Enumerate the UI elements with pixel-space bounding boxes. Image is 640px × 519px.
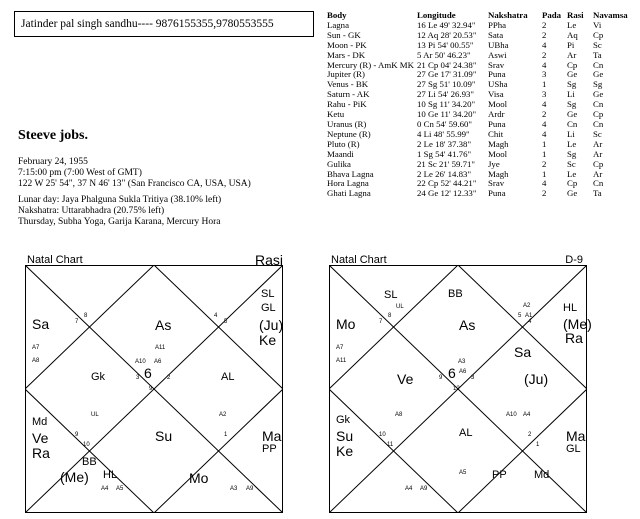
rasi-ju: (Ju) bbox=[259, 317, 284, 333]
cell-longitude: 16 Le 49' 32.94" bbox=[417, 19, 476, 30]
cell-navamsa: Sg bbox=[593, 79, 603, 90]
table-row bbox=[327, 140, 633, 150]
rasi-n9b: 9 bbox=[75, 432, 79, 438]
rasi-ra: Ra bbox=[32, 445, 50, 461]
cell-navamsa: Cn bbox=[593, 178, 604, 189]
d9-mo: Mo bbox=[336, 316, 356, 332]
rasi-a8: A8 bbox=[32, 358, 40, 364]
rasi-sa: Sa bbox=[32, 316, 50, 332]
d9-n7: 7 bbox=[379, 319, 383, 325]
cell-body: Rahu - PiK bbox=[327, 99, 367, 110]
rasi-a10: A10 bbox=[135, 359, 146, 365]
cell-pada: 2 bbox=[542, 29, 547, 40]
rasi-n9: 9 bbox=[149, 386, 153, 392]
cell-rasi: Pi bbox=[567, 39, 575, 50]
rasi-n2: 2 bbox=[167, 375, 171, 381]
cell-navamsa: Ge bbox=[593, 89, 604, 100]
cell-nakshatra: Jye bbox=[488, 158, 500, 169]
rasi-su: Su bbox=[155, 428, 173, 444]
d9-n11: 11 bbox=[387, 442, 394, 448]
rasi-a4: A4 bbox=[101, 486, 109, 492]
cell-rasi: Sg bbox=[567, 148, 577, 159]
cell-navamsa: Cp bbox=[593, 109, 604, 120]
table-row bbox=[327, 160, 633, 170]
cell-navamsa: Ar bbox=[593, 168, 603, 179]
cell-navamsa: Cp bbox=[593, 158, 604, 169]
cell-body: Mars - DK bbox=[327, 49, 366, 60]
d9-ma: Ma bbox=[566, 428, 586, 444]
cell-longitude: 2 Le 18' 37.38" bbox=[417, 138, 472, 149]
d9-n3: 3 bbox=[471, 375, 475, 381]
d9-n2: 2 bbox=[528, 432, 532, 438]
cell-longitude: 22 Cp 52' 44.21" bbox=[417, 178, 477, 189]
cell-longitude: 1 Sg 54' 41.76" bbox=[417, 148, 472, 159]
cell-nakshatra: Puna bbox=[488, 69, 506, 80]
day-yoga: Thursday, Subha Yoga, Garija Karana, Mercury Hora bbox=[18, 217, 221, 227]
cell-navamsa: Cn bbox=[593, 99, 604, 110]
subject-name: Steeve jobs. bbox=[18, 128, 88, 143]
table-row bbox=[327, 150, 633, 160]
d9-sa: Sa bbox=[514, 344, 532, 360]
d9-ve: Ve bbox=[397, 371, 414, 387]
cell-rasi: Sg bbox=[567, 99, 577, 110]
table-row bbox=[327, 110, 633, 120]
cell-longitude: 27 Sg 51' 10.09" bbox=[417, 79, 476, 90]
cell-body: Maandi bbox=[327, 148, 354, 159]
cell-nakshatra: Sata bbox=[488, 29, 504, 40]
cell-longitude: 0 Cn 54' 59.60" bbox=[417, 118, 473, 129]
cell-longitude: 27 Ge 17' 31.09" bbox=[417, 69, 477, 80]
cell-rasi: Sg bbox=[567, 79, 577, 90]
cell-nakshatra: USha bbox=[488, 79, 508, 90]
cell-pada: 4 bbox=[542, 128, 547, 139]
nakshatra-info: Nakshatra: Uttarabhadra (20.75% left) bbox=[18, 206, 165, 216]
rasi-n1: 1 bbox=[224, 432, 228, 438]
cell-pada: 1 bbox=[542, 168, 547, 179]
d9-a11: A11 bbox=[336, 358, 347, 364]
cell-nakshatra: PPha bbox=[488, 19, 507, 30]
d9-chart bbox=[329, 254, 592, 513]
cell-nakshatra: Aswi bbox=[488, 49, 507, 60]
col-body: Body bbox=[327, 10, 347, 20]
d9-chart-type: D-9 bbox=[565, 254, 583, 266]
d9-a3: A3 bbox=[458, 359, 466, 365]
cell-nakshatra: Puna bbox=[488, 188, 506, 199]
col-longitude: Longitude bbox=[417, 10, 456, 20]
d9-n1: 1 bbox=[536, 442, 540, 448]
cell-longitude: 2 Le 26' 14.83" bbox=[417, 168, 472, 179]
cell-pada: 4 bbox=[542, 99, 547, 110]
cell-pada: 2 bbox=[542, 188, 547, 199]
cell-navamsa: Cn bbox=[593, 118, 604, 129]
cell-longitude: 5 Ar 50' 46.23" bbox=[417, 49, 471, 60]
rasi-a5: A5 bbox=[116, 486, 124, 492]
birth-date: February 24, 1955 bbox=[18, 157, 88, 167]
cell-rasi: Aq bbox=[567, 29, 578, 40]
cell-nakshatra: Ardr bbox=[488, 109, 505, 120]
cell-pada: 2 bbox=[542, 158, 547, 169]
d9-ra: Ra bbox=[565, 330, 583, 346]
d9-n8: 8 bbox=[388, 313, 392, 319]
d9-n12: 12 bbox=[453, 386, 460, 392]
table-row bbox=[327, 189, 633, 199]
cell-rasi: Cp bbox=[567, 178, 578, 189]
rasi-ma: Ma bbox=[262, 428, 282, 444]
rasi-n10: 10 bbox=[83, 442, 90, 448]
rasi-a2: A2 bbox=[219, 412, 227, 418]
rasi-a6: A6 bbox=[154, 359, 162, 365]
cell-pada: 2 bbox=[542, 19, 547, 30]
rasi-hl: HL bbox=[103, 469, 118, 481]
cell-pada: 2 bbox=[542, 49, 547, 60]
d9-ul: UL bbox=[396, 304, 404, 310]
rasi-chart bbox=[25, 252, 284, 513]
cell-pada: 4 bbox=[542, 178, 547, 189]
cell-navamsa: Ge bbox=[593, 69, 604, 80]
cell-longitude: 10 Ge 11' 34.20" bbox=[417, 109, 477, 120]
d9-n4: 4 bbox=[528, 319, 532, 325]
col-rasi: Rasi bbox=[567, 10, 584, 20]
cell-pada: 4 bbox=[542, 39, 547, 50]
rasi-al: AL bbox=[221, 371, 235, 383]
d9-ke: Ke bbox=[336, 443, 354, 459]
rasi-ul: UL bbox=[91, 412, 99, 418]
table-row bbox=[327, 61, 633, 71]
cell-body: Ketu bbox=[327, 109, 345, 120]
cell-pada: 4 bbox=[542, 59, 547, 70]
cell-longitude: 27 Li 54' 26.93" bbox=[417, 89, 474, 100]
d9-a5: A5 bbox=[459, 470, 467, 476]
birth-details bbox=[18, 157, 251, 228]
d9-n5: 5 bbox=[518, 313, 522, 319]
d9-a7: A7 bbox=[336, 345, 344, 351]
cell-rasi: Ge bbox=[567, 188, 578, 199]
astrologer-header: Jatinder pal singh sandhu---- 9876155355,9780553555 bbox=[14, 11, 314, 37]
d9-a4: A4 bbox=[523, 412, 531, 418]
cell-navamsa: Sc bbox=[593, 39, 602, 50]
planet-table bbox=[327, 11, 633, 199]
cell-rasi: Ge bbox=[567, 69, 578, 80]
d9-n10: 10 bbox=[379, 432, 386, 438]
cell-navamsa: Ta bbox=[593, 188, 602, 199]
rasi-md: Md bbox=[32, 416, 48, 428]
cell-pada: 1 bbox=[542, 79, 547, 90]
cell-pada: 3 bbox=[542, 69, 547, 80]
rasi-ke: Ke bbox=[259, 332, 277, 348]
rasi-chart-type: Rasi bbox=[254, 252, 283, 268]
cell-nakshatra: Magh bbox=[488, 168, 509, 179]
cell-navamsa: Ar bbox=[593, 148, 603, 159]
rasi-gl: GL bbox=[261, 302, 276, 314]
rasi-sl: SL bbox=[261, 288, 275, 300]
d9-md: Md bbox=[534, 469, 550, 481]
rasi-a11: A11 bbox=[155, 345, 166, 351]
rasi-as: As bbox=[155, 317, 172, 333]
d9-n9: 9 bbox=[439, 375, 443, 381]
d9-a2: A2 bbox=[523, 303, 531, 309]
rasi-me: (Me) bbox=[60, 469, 89, 485]
table-header-row bbox=[327, 11, 633, 21]
table-row bbox=[327, 41, 633, 51]
cell-rasi: Li bbox=[567, 128, 575, 139]
rasi-mo: Mo bbox=[189, 470, 209, 486]
cell-rasi: Li bbox=[567, 89, 575, 100]
birth-time: 7:15:00 pm (7:00 West of GMT) bbox=[18, 168, 142, 178]
cell-body: Saturn - AK bbox=[327, 89, 370, 100]
rasi-gk: Gk bbox=[91, 371, 106, 383]
table-row bbox=[327, 80, 633, 90]
cell-rasi: Cp bbox=[567, 59, 578, 70]
cell-nakshatra: Visa bbox=[488, 89, 504, 100]
cell-longitude: 13 Pi 54' 00.55" bbox=[417, 39, 474, 50]
cell-nakshatra: Srav bbox=[488, 59, 505, 70]
col-nakshatra: Nakshatra bbox=[488, 10, 528, 20]
rasi-n4: 4 bbox=[214, 313, 218, 319]
d9-bb: BB bbox=[448, 288, 463, 300]
d9-gl: GL bbox=[566, 443, 581, 455]
d9-a1: A1 bbox=[525, 313, 533, 319]
cell-nakshatra: Mool bbox=[488, 99, 508, 110]
cell-body: Lagna bbox=[327, 19, 349, 30]
cell-nakshatra: Mool bbox=[488, 148, 508, 159]
d9-pp: PP bbox=[492, 469, 507, 481]
cell-navamsa: Ta bbox=[593, 49, 602, 60]
cell-rasi: Ge bbox=[567, 109, 578, 120]
d9-al: AL bbox=[459, 427, 473, 439]
rasi-pp: PP bbox=[262, 443, 277, 455]
cell-nakshatra: Srav bbox=[488, 178, 505, 189]
cell-nakshatra: UBha bbox=[488, 39, 509, 50]
cell-body: Gulika bbox=[327, 158, 351, 169]
cell-navamsa: Ar bbox=[593, 138, 603, 149]
rasi-n8: 8 bbox=[84, 313, 88, 319]
d9-a10: A10 bbox=[506, 412, 517, 418]
d9-ju: (Ju) bbox=[524, 371, 549, 387]
cell-longitude: 21 Cp 04' 24.38" bbox=[417, 59, 477, 70]
table-row bbox=[327, 70, 633, 80]
table-row bbox=[327, 120, 633, 130]
d9-a4b: A4 bbox=[405, 486, 413, 492]
cell-body: Sun - GK bbox=[327, 29, 361, 40]
d9-n6: 6 bbox=[448, 365, 456, 381]
table-row bbox=[327, 31, 633, 41]
d9-a6: A6 bbox=[459, 369, 467, 375]
cell-pada: 3 bbox=[542, 89, 547, 100]
cell-navamsa: Cp bbox=[593, 29, 604, 40]
cell-pada: 2 bbox=[542, 109, 547, 120]
cell-body: Uranus (R) bbox=[327, 118, 367, 129]
cell-longitude: 10 Sg 11' 34.20" bbox=[417, 99, 476, 110]
rasi-chart-title: Natal Chart bbox=[27, 254, 83, 266]
cell-pada: 1 bbox=[542, 148, 547, 159]
d9-chart-title: Natal Chart bbox=[331, 254, 387, 266]
d9-gk: Gk bbox=[336, 414, 351, 426]
d9-hl: HL bbox=[563, 302, 578, 314]
table-row bbox=[327, 21, 633, 31]
d9-sl: SL bbox=[384, 289, 398, 301]
cell-nakshatra: Magh bbox=[488, 138, 509, 149]
rasi-n5: 5 bbox=[224, 319, 228, 325]
table-row bbox=[327, 90, 633, 100]
col-pada: Pada bbox=[542, 10, 562, 20]
cell-pada: 4 bbox=[542, 118, 547, 129]
cell-pada: 1 bbox=[542, 138, 547, 149]
d9-su: Su bbox=[336, 428, 354, 444]
rasi-a7: A7 bbox=[32, 345, 40, 351]
col-navamsa: Navamsa bbox=[593, 10, 628, 20]
cell-body: Ghati Lagna bbox=[327, 188, 371, 199]
cell-body: Jupiter (R) bbox=[327, 69, 365, 80]
birth-place: 122 W 25' 54", 37 N 46' 13" (San Francisco CA, USA, USA) bbox=[18, 179, 251, 189]
rasi-a9: A9 bbox=[246, 486, 254, 492]
rasi-ve: Ve bbox=[32, 430, 49, 446]
cell-nakshatra: Chit bbox=[488, 128, 504, 139]
cell-rasi: Le bbox=[567, 138, 577, 149]
table-row bbox=[327, 100, 633, 110]
d9-as: As bbox=[459, 317, 476, 333]
d9-me: (Me) bbox=[563, 316, 592, 332]
table-row bbox=[327, 130, 633, 140]
cell-rasi: Sc bbox=[567, 158, 576, 169]
table-row bbox=[327, 170, 633, 180]
cell-longitude: 24 Ge 12' 12.33" bbox=[417, 188, 477, 199]
table-row bbox=[327, 179, 633, 189]
cell-body: Mercury (R) - AmK MK bbox=[327, 59, 414, 70]
rasi-a3: A3 bbox=[230, 486, 238, 492]
rasi-n3: 3 bbox=[136, 375, 140, 381]
cell-navamsa: Sc bbox=[593, 128, 602, 139]
cell-longitude: 21 Sc 21' 59.71" bbox=[417, 158, 475, 169]
cell-body: Pluto (R) bbox=[327, 138, 360, 149]
cell-body: Neptune (R) bbox=[327, 128, 371, 139]
rasi-n6: 6 bbox=[144, 365, 152, 381]
cell-rasi: Le bbox=[567, 19, 577, 30]
cell-longitude: 12 Aq 28' 20.53" bbox=[417, 29, 477, 40]
cell-body: Venus - BK bbox=[327, 79, 369, 90]
cell-rasi: Cn bbox=[567, 118, 578, 129]
d9-a8: A8 bbox=[395, 412, 403, 418]
lunar-day: Lunar day: Jaya Phalguna Sukla Tritiya (38.10% left) bbox=[18, 195, 222, 205]
cell-rasi: Ar bbox=[567, 49, 577, 60]
cell-navamsa: Vi bbox=[593, 19, 602, 30]
d9-a9: A9 bbox=[420, 486, 428, 492]
cell-rasi: Le bbox=[567, 168, 577, 179]
cell-body: Moon - PK bbox=[327, 39, 367, 50]
cell-body: Hora Lagna bbox=[327, 178, 369, 189]
cell-nakshatra: Puna bbox=[488, 118, 506, 129]
cell-navamsa: Cn bbox=[593, 59, 604, 70]
cell-body: Bhava Lagna bbox=[327, 168, 374, 179]
rasi-n7: 7 bbox=[75, 319, 79, 325]
cell-longitude: 4 Li 48' 55.99" bbox=[417, 128, 470, 139]
rasi-bb: BB bbox=[82, 456, 97, 468]
